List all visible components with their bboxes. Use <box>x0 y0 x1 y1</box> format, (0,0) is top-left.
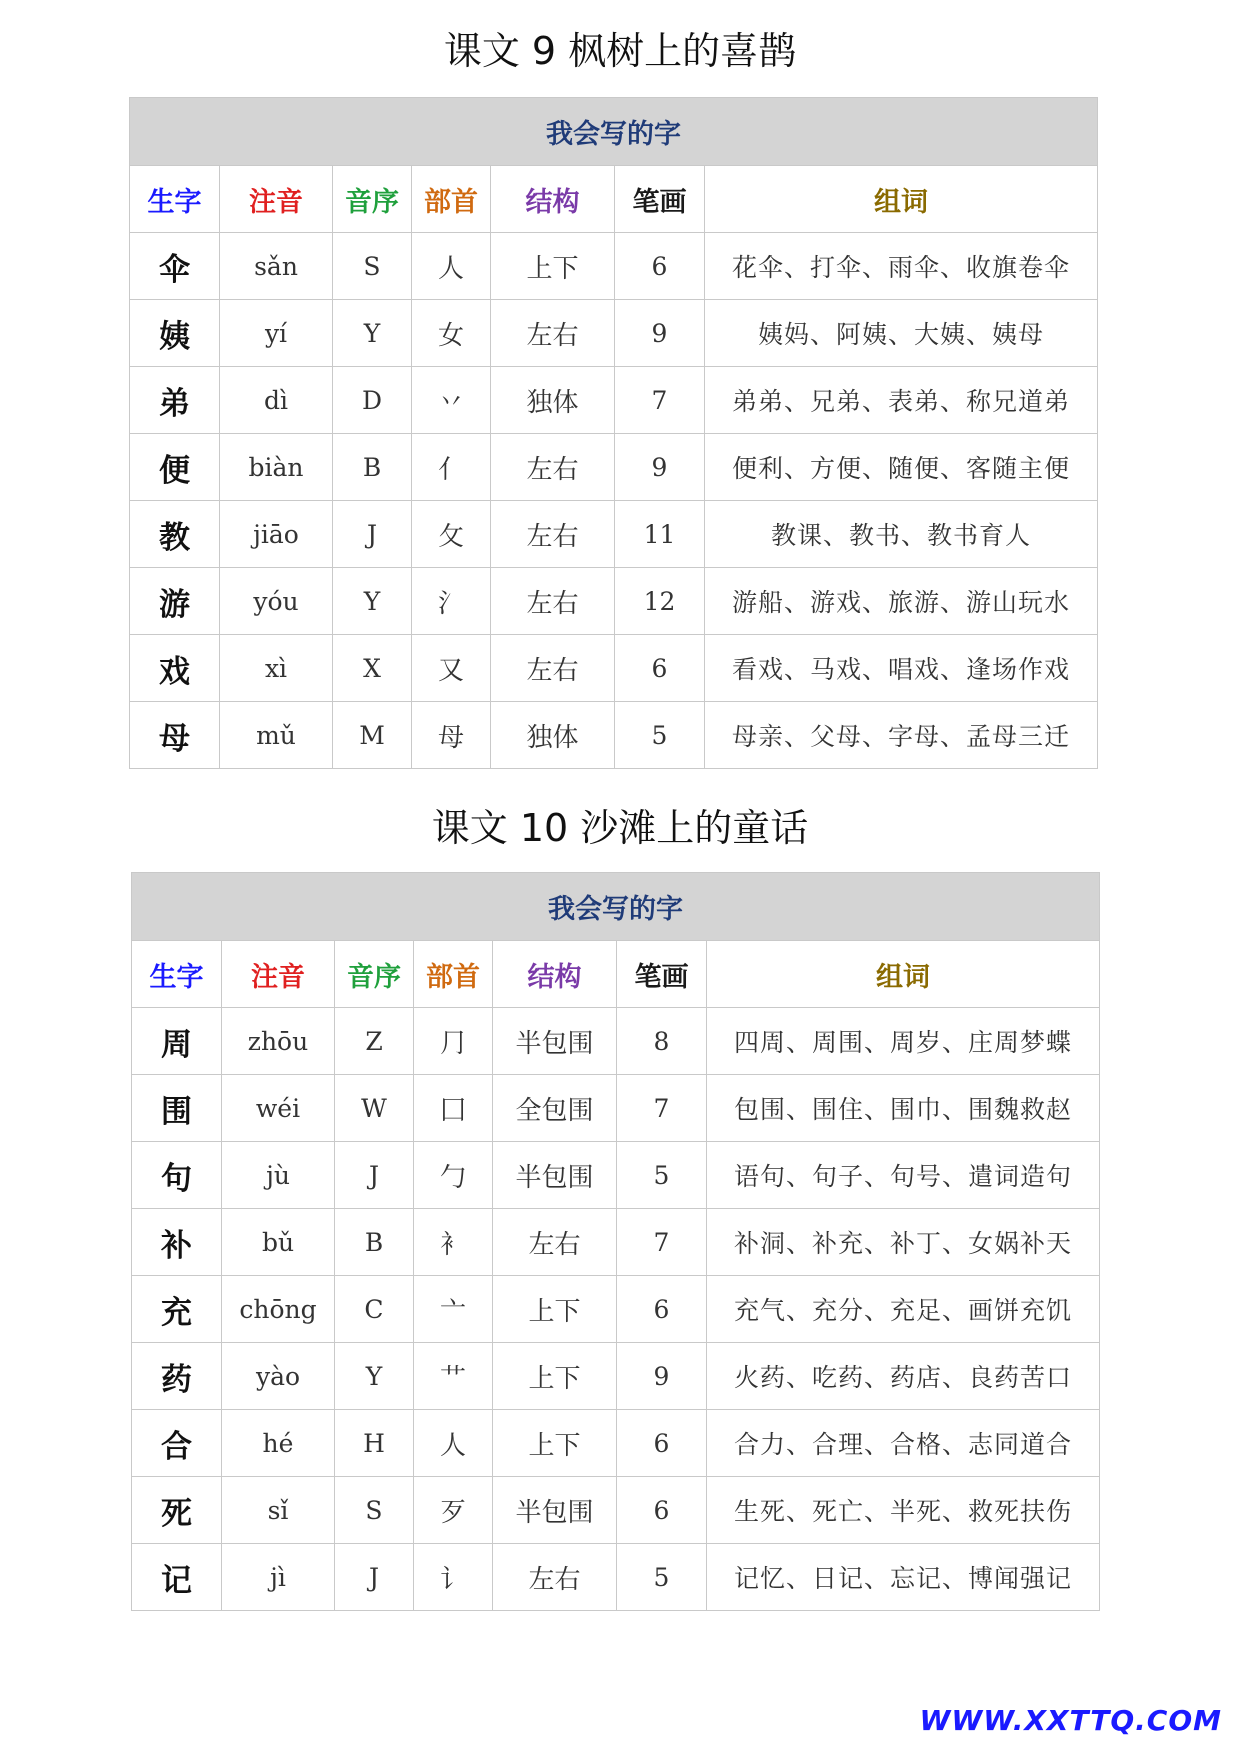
initial-letter-cell: Y <box>335 1343 414 1410</box>
stroke-count-cell: 9 <box>615 300 705 367</box>
radical-cell: 女 <box>412 300 491 367</box>
word-examples-cell: 生死、死亡、半死、救死扶伤 <box>707 1477 1100 1544</box>
stroke-count-cell: 7 <box>617 1209 707 1276</box>
initial-letter-cell: H <box>335 1410 414 1477</box>
table-row <box>130 635 1098 702</box>
header-initial: 音序 <box>335 941 414 1008</box>
structure-cell: 上下 <box>493 1410 617 1477</box>
character-cell: 教 <box>130 501 220 568</box>
word-examples-cell: 看戏、马戏、唱戏、逢场作戏 <box>705 635 1098 702</box>
initial-letter-cell: X <box>333 635 412 702</box>
word-examples-cell: 包围、围住、围巾、围魏救赵 <box>707 1075 1100 1142</box>
structure-cell: 左右 <box>491 434 615 501</box>
radical-cell: 衤 <box>414 1209 493 1276</box>
table-row <box>130 501 1098 568</box>
lesson-9-table <box>129 97 1098 769</box>
pinyin-cell: xì <box>220 635 333 702</box>
character-cell: 姨 <box>130 300 220 367</box>
stroke-count-cell: 5 <box>617 1544 707 1611</box>
stroke-count-cell: 7 <box>617 1075 707 1142</box>
radical-cell: 母 <box>412 702 491 769</box>
word-examples-cell: 母亲、父母、字母、孟母三迁 <box>705 702 1098 769</box>
initial-letter-cell: W <box>335 1075 414 1142</box>
table-row <box>132 1008 1100 1075</box>
structure-cell: 上下 <box>493 1276 617 1343</box>
word-examples-cell: 语句、句子、句号、遣词造句 <box>707 1142 1100 1209</box>
initial-letter-cell: C <box>335 1276 414 1343</box>
table-row <box>132 1142 1100 1209</box>
table-row <box>130 367 1098 434</box>
radical-cell: 囗 <box>414 1075 493 1142</box>
pinyin-cell: jiāo <box>220 501 333 568</box>
character-cell: 周 <box>132 1008 222 1075</box>
table-row <box>130 233 1098 300</box>
initial-letter-cell: M <box>333 702 412 769</box>
stroke-count-cell: 12 <box>615 568 705 635</box>
header-pinyin: 注音 <box>220 166 333 233</box>
initial-letter-cell: J <box>335 1142 414 1209</box>
radical-cell: 艹 <box>414 1343 493 1410</box>
pinyin-cell: jì <box>222 1544 335 1611</box>
radical-cell: 又 <box>412 635 491 702</box>
initial-letter-cell: B <box>335 1209 414 1276</box>
header-strokes: 笔画 <box>617 941 707 1008</box>
structure-cell: 半包围 <box>493 1142 617 1209</box>
initial-letter-cell: Y <box>333 300 412 367</box>
word-examples-cell: 合力、合理、合格、志同道合 <box>707 1410 1100 1477</box>
structure-cell: 上下 <box>493 1343 617 1410</box>
pinyin-cell: chōng <box>222 1276 335 1343</box>
pinyin-cell: wéi <box>222 1075 335 1142</box>
structure-cell: 左右 <box>491 300 615 367</box>
character-cell: 补 <box>132 1209 222 1276</box>
header-pinyin: 注音 <box>222 941 335 1008</box>
pinyin-cell: zhōu <box>222 1008 335 1075</box>
header-words: 组词 <box>707 941 1100 1008</box>
character-cell: 句 <box>132 1142 222 1209</box>
header-initial: 音序 <box>333 166 412 233</box>
table-row <box>132 1343 1100 1410</box>
word-examples-cell: 教课、教书、教书育人 <box>705 501 1098 568</box>
header-character: 生字 <box>132 941 222 1008</box>
table-row <box>132 1477 1100 1544</box>
radical-cell: 亠 <box>414 1276 493 1343</box>
header-structure: 结构 <box>493 941 617 1008</box>
structure-cell: 独体 <box>491 367 615 434</box>
initial-letter-cell: S <box>333 233 412 300</box>
character-cell: 围 <box>132 1075 222 1142</box>
table-row <box>132 1276 1100 1343</box>
stroke-count-cell: 9 <box>617 1343 707 1410</box>
lesson-10-table <box>131 872 1100 1611</box>
radical-cell: 攵 <box>412 501 491 568</box>
word-examples-cell: 四周、周围、周岁、庄周梦蝶 <box>707 1008 1100 1075</box>
pinyin-cell: sǐ <box>222 1477 335 1544</box>
radical-cell: 勹 <box>414 1142 493 1209</box>
structure-cell: 半包围 <box>493 1008 617 1075</box>
pinyin-cell: jù <box>222 1142 335 1209</box>
table-row <box>132 1075 1100 1142</box>
header-row <box>132 941 1100 1008</box>
structure-cell: 左右 <box>491 635 615 702</box>
word-examples-cell: 补洞、补充、补丁、女娲补天 <box>707 1209 1100 1276</box>
pinyin-cell: yí <box>220 300 333 367</box>
stroke-count-cell: 11 <box>615 501 705 568</box>
word-examples-cell: 记忆、日记、忘记、博闻强记 <box>707 1544 1100 1611</box>
character-cell: 药 <box>132 1343 222 1410</box>
stroke-count-cell: 9 <box>615 434 705 501</box>
initial-letter-cell: D <box>333 367 412 434</box>
structure-cell: 独体 <box>491 702 615 769</box>
word-examples-cell: 姨妈、阿姨、大姨、姨母 <box>705 300 1098 367</box>
radical-cell: 人 <box>412 233 491 300</box>
table-row <box>130 702 1098 769</box>
character-cell: 弟 <box>130 367 220 434</box>
structure-cell: 上下 <box>491 233 615 300</box>
pinyin-cell: dì <box>220 367 333 434</box>
radical-cell: ⺆ <box>414 1008 493 1075</box>
initial-letter-cell: B <box>333 434 412 501</box>
stroke-count-cell: 6 <box>617 1477 707 1544</box>
radical-cell: 亻 <box>412 434 491 501</box>
stroke-count-cell: 6 <box>615 233 705 300</box>
stroke-count-cell: 6 <box>617 1276 707 1343</box>
radical-cell: 讠 <box>414 1544 493 1611</box>
header-row <box>130 166 1098 233</box>
radical-cell: 氵 <box>412 568 491 635</box>
header-character: 生字 <box>130 166 220 233</box>
lesson-9-title: 课文 9 枫树上的喜鹊 <box>443 29 797 73</box>
table-row <box>132 1410 1100 1477</box>
site-watermark: WWW.XXTTQ.COM <box>919 1704 1222 1737</box>
table-row <box>132 1544 1100 1611</box>
character-cell: 伞 <box>130 233 220 300</box>
pinyin-cell: sǎn <box>220 233 333 300</box>
word-examples-cell: 花伞、打伞、雨伞、收旗卷伞 <box>705 233 1098 300</box>
stroke-count-cell: 5 <box>617 1142 707 1209</box>
structure-cell: 左右 <box>493 1544 617 1611</box>
stroke-count-cell: 5 <box>615 702 705 769</box>
table-caption: 我会写的字 <box>132 873 1100 941</box>
radical-cell: 歹 <box>414 1477 493 1544</box>
pinyin-cell: biàn <box>220 434 333 501</box>
word-examples-cell: 便利、方便、随便、客随主便 <box>705 434 1098 501</box>
initial-letter-cell: Z <box>335 1008 414 1075</box>
character-cell: 游 <box>130 568 220 635</box>
character-cell: 便 <box>130 434 220 501</box>
stroke-count-cell: 8 <box>617 1008 707 1075</box>
initial-letter-cell: Y <box>333 568 412 635</box>
radical-cell: 人 <box>414 1410 493 1477</box>
character-cell: 母 <box>130 702 220 769</box>
header-structure: 结构 <box>491 166 615 233</box>
pinyin-cell: hé <box>222 1410 335 1477</box>
character-cell: 合 <box>132 1410 222 1477</box>
word-examples-cell: 游船、游戏、旅游、游山玩水 <box>705 568 1098 635</box>
character-cell: 记 <box>132 1544 222 1611</box>
structure-cell: 左右 <box>493 1209 617 1276</box>
header-radical: 部首 <box>414 941 493 1008</box>
word-examples-cell: 火药、吃药、药店、良药苦口 <box>707 1343 1100 1410</box>
table-row <box>130 434 1098 501</box>
header-radical: 部首 <box>412 166 491 233</box>
table-row <box>132 1209 1100 1276</box>
structure-cell: 半包围 <box>493 1477 617 1544</box>
character-cell: 死 <box>132 1477 222 1544</box>
structure-cell: 左右 <box>491 568 615 635</box>
word-examples-cell: 弟弟、兄弟、表弟、称兄道弟 <box>705 367 1098 434</box>
character-cell: 充 <box>132 1276 222 1343</box>
structure-cell: 左右 <box>491 501 615 568</box>
radical-cell: 丷 <box>412 367 491 434</box>
word-examples-cell: 充气、充分、充足、画饼充饥 <box>707 1276 1100 1343</box>
initial-letter-cell: S <box>335 1477 414 1544</box>
pinyin-cell: bǔ <box>222 1209 335 1276</box>
initial-letter-cell: J <box>335 1544 414 1611</box>
initial-letter-cell: J <box>333 501 412 568</box>
pinyin-cell: mǔ <box>220 702 333 769</box>
structure-cell: 全包围 <box>493 1075 617 1142</box>
stroke-count-cell: 7 <box>615 367 705 434</box>
character-cell: 戏 <box>130 635 220 702</box>
stroke-count-cell: 6 <box>617 1410 707 1477</box>
table-row <box>130 568 1098 635</box>
table-row <box>130 300 1098 367</box>
lesson-10-title: 课文 10 沙滩上的童话 <box>431 806 809 850</box>
stroke-count-cell: 6 <box>615 635 705 702</box>
pinyin-cell: yào <box>222 1343 335 1410</box>
header-words: 组词 <box>705 166 1098 233</box>
pinyin-cell: yóu <box>220 568 333 635</box>
table-caption: 我会写的字 <box>130 98 1098 166</box>
header-strokes: 笔画 <box>615 166 705 233</box>
